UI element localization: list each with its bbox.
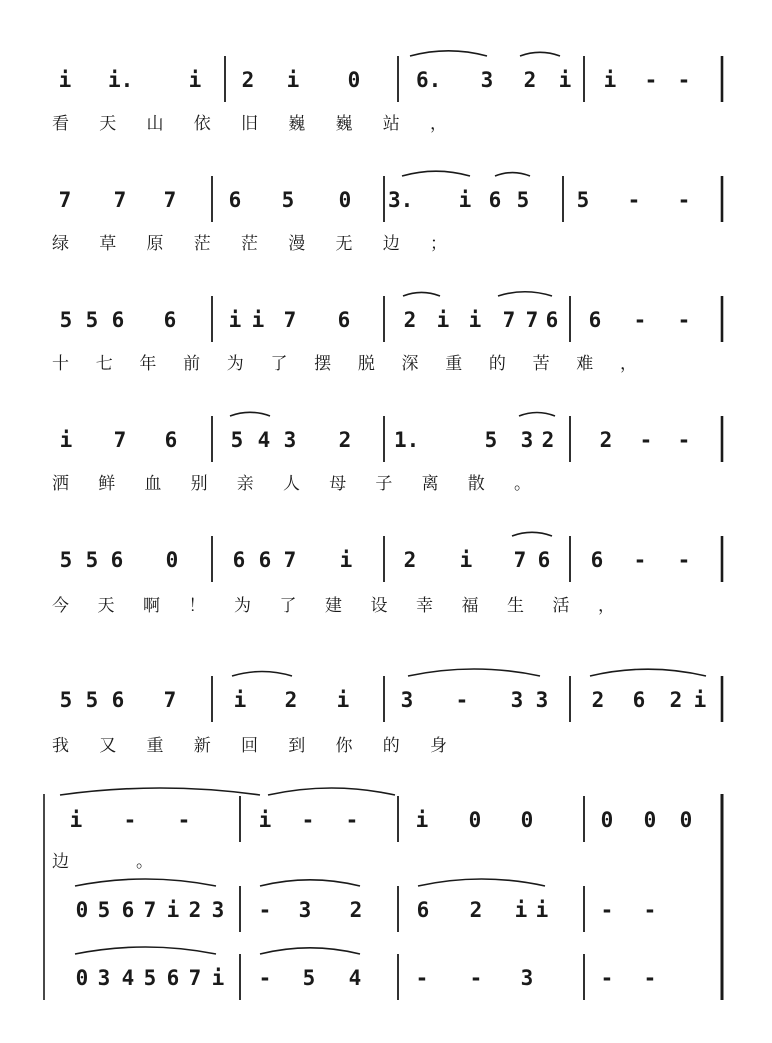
note: - [258, 966, 272, 990]
lyric-char: 的 [382, 736, 400, 756]
lyric-char: 活 [552, 596, 570, 616]
note: i [336, 688, 350, 712]
note: 5 [85, 688, 99, 712]
note: 3 [520, 966, 534, 990]
lyric-char: 洒 [52, 474, 69, 494]
note: - [469, 966, 483, 990]
note: 6 [488, 188, 502, 212]
lyric-char: 血 [144, 474, 162, 494]
note: i [258, 808, 272, 832]
note: 7 [188, 966, 202, 990]
lyric-char: 为 [226, 354, 244, 374]
lyric-char: 母 [329, 474, 347, 494]
note: 5 [85, 308, 99, 332]
note: 6 [232, 548, 246, 572]
note: 2 [241, 68, 255, 92]
note: 6 [166, 966, 180, 990]
note: 6 [588, 308, 602, 332]
lyric-char: 亲 [236, 474, 254, 494]
note: - [415, 966, 429, 990]
note: 2 [599, 428, 613, 452]
note: 6 [164, 428, 178, 452]
lyric-char: ， [430, 114, 447, 134]
lyric-char: 旧 [241, 114, 258, 134]
note: 0 [643, 808, 657, 832]
lyric-char: 。 [514, 474, 531, 494]
note: 5 [484, 428, 498, 452]
lyric-char: ， [598, 596, 615, 616]
note: - [123, 808, 137, 832]
lyric-char: 建 [325, 596, 342, 616]
lyric-char: 无 [335, 234, 353, 254]
note: 2 [284, 688, 298, 712]
note: 6 [111, 308, 125, 332]
note: 7 [163, 688, 177, 712]
lyric-char: 十 [52, 354, 69, 374]
note: 3 [283, 428, 297, 452]
note: 6 [337, 308, 351, 332]
lyric-char: 回 [241, 736, 258, 756]
note: - [600, 898, 614, 922]
note: i [69, 808, 83, 832]
lyric-char: 脱 [357, 354, 375, 374]
note: 3 [480, 68, 494, 92]
note: i [188, 68, 202, 92]
note: 5 [576, 188, 590, 212]
note: 3 [535, 688, 549, 712]
note: 2 [523, 68, 537, 92]
lyric-char: 子 [375, 474, 393, 494]
note: 0 [75, 898, 89, 922]
note: 7 [283, 308, 297, 332]
lyric-char: 散 [467, 474, 485, 494]
note: 3 [510, 688, 524, 712]
lyric-char: 福 [461, 596, 479, 616]
note: 4 [257, 428, 271, 452]
lyric-char: 草 [99, 234, 117, 254]
note: 7 [113, 428, 127, 452]
note: 7 [58, 188, 72, 212]
note: 5 [516, 188, 530, 212]
lyric-char: 看 [52, 114, 69, 134]
lyric-char: 鲜 [98, 474, 116, 494]
note: 0 [468, 808, 482, 832]
lyric-char: 难 [576, 354, 594, 374]
lyric-char: 生 [507, 596, 524, 616]
note: 5 [59, 688, 73, 712]
note: 2 [349, 898, 363, 922]
note: 1. [394, 428, 420, 452]
note: i [468, 308, 482, 332]
note: 0 [600, 808, 614, 832]
lyric-char: 山 [146, 114, 164, 134]
lyric-char: 摆 [314, 354, 332, 374]
note: 2 [591, 688, 605, 712]
note: 0 [165, 548, 179, 572]
note: i [415, 808, 429, 832]
note: 2 [403, 548, 417, 572]
note: 2 [403, 308, 417, 332]
note: 7 [502, 308, 516, 332]
note: 3. [388, 188, 414, 212]
lyric-char: ； [430, 234, 447, 254]
note: - [301, 808, 315, 832]
note: 7 [143, 898, 157, 922]
note: i [339, 548, 353, 572]
note: 6 [590, 548, 604, 572]
note: 3 [211, 898, 225, 922]
note: i [251, 308, 265, 332]
note: 6 [416, 898, 430, 922]
note: 2 [541, 428, 555, 452]
note: i [514, 898, 528, 922]
note: 0 [75, 966, 89, 990]
lyric-char: 站 [382, 114, 400, 134]
note: i [59, 428, 73, 452]
lyric-char: 边 [52, 852, 69, 872]
note: - [677, 308, 691, 332]
note: 3 [298, 898, 312, 922]
note: i [166, 898, 180, 922]
lyric-char: 漫 [288, 234, 306, 254]
lyric-char: 到 [288, 736, 306, 756]
lyric-char: 绿 [52, 234, 69, 254]
note: 0 [520, 808, 534, 832]
note: 6 [163, 308, 177, 332]
lyric-char: 离 [421, 474, 439, 494]
lyric-char: 原 [146, 234, 164, 254]
lyric-char: 重 [146, 736, 164, 756]
lyric-char: 又 [99, 736, 117, 756]
note: 0 [347, 68, 361, 92]
lyric-char: 人 [283, 474, 300, 494]
lyric-char: 为 [234, 596, 251, 616]
note: i [458, 188, 472, 212]
lyric-char: ！ [188, 596, 206, 616]
lyric-char: 前 [183, 354, 201, 374]
note: 2 [188, 898, 202, 922]
note: 5 [59, 308, 73, 332]
note: - [639, 428, 653, 452]
lyric-char: 今 [52, 596, 69, 616]
note: 6 [632, 688, 646, 712]
note: 2 [469, 898, 483, 922]
note: - [677, 548, 691, 572]
note: 6 [111, 688, 125, 712]
note: - [600, 966, 614, 990]
note: i [459, 548, 473, 572]
lyric-char: 身 [430, 736, 447, 756]
lyric-char: 七 [95, 354, 113, 374]
note: 7 [513, 548, 527, 572]
note: - [177, 808, 191, 832]
lyric-char: 新 [193, 736, 211, 756]
lyric-char: 幸 [416, 596, 433, 616]
lyric-char: 的 [488, 354, 506, 374]
lyric-char: 重 [445, 354, 463, 374]
note: 3 [520, 428, 534, 452]
note: i. [108, 68, 134, 92]
note: - [677, 68, 691, 92]
note: 5 [85, 548, 99, 572]
lyric-char: 了 [279, 596, 297, 616]
lyric-char: 深 [401, 354, 419, 374]
note: i [436, 308, 450, 332]
note: i [603, 68, 617, 92]
note: 3 [97, 966, 111, 990]
lyric-char: 边 [382, 234, 400, 254]
lyric-char: 苦 [532, 354, 550, 374]
note: 7 [525, 308, 539, 332]
note: - [643, 966, 657, 990]
note: 2 [338, 428, 352, 452]
note: i [558, 68, 572, 92]
note: 2 [669, 688, 683, 712]
note: - [627, 188, 641, 212]
note: 6 [121, 898, 135, 922]
lyric-char: 我 [52, 736, 69, 756]
note: - [455, 688, 469, 712]
note: 7 [283, 548, 297, 572]
note: i [286, 68, 300, 92]
note: 5 [230, 428, 244, 452]
note: - [644, 68, 658, 92]
note: - [258, 898, 272, 922]
note: - [677, 188, 691, 212]
note: 4 [348, 966, 362, 990]
note: i [693, 688, 707, 712]
note: i [58, 68, 72, 92]
note: - [643, 898, 657, 922]
note: 3 [400, 688, 414, 712]
note: i [535, 898, 549, 922]
note: 0 [338, 188, 352, 212]
note: 7 [163, 188, 177, 212]
lyric-char: ， [620, 354, 637, 374]
lyric-char: 天 [97, 596, 115, 616]
note: - [345, 808, 359, 832]
lyric-char: 了 [270, 354, 288, 374]
note: 5 [97, 898, 111, 922]
lyric-char: 巍 [288, 114, 306, 134]
lyric-char: 天 [99, 114, 117, 134]
lyric-char: 你 [335, 736, 353, 756]
note: - [677, 428, 691, 452]
note: 4 [121, 966, 135, 990]
lyric-char: 巍 [335, 114, 353, 134]
note: 6 [545, 308, 559, 332]
note: 6 [110, 548, 124, 572]
note: 0 [679, 808, 693, 832]
lyric-char: 啊 [143, 596, 160, 616]
note: - [633, 308, 647, 332]
lyric-char: 别 [190, 474, 208, 494]
lyric-char: 茫 [193, 234, 211, 254]
note: - [633, 548, 647, 572]
lyric-char: 茫 [241, 234, 258, 254]
note: 5 [59, 548, 73, 572]
lyric-char: 依 [193, 114, 211, 134]
note: 5 [143, 966, 157, 990]
lyric-char: 设 [370, 596, 388, 616]
note: 5 [302, 966, 316, 990]
note: i [211, 966, 225, 990]
note: i [228, 308, 242, 332]
note: 6 [228, 188, 242, 212]
note: 6. [416, 68, 442, 92]
note: i [233, 688, 247, 712]
note: 6 [537, 548, 551, 572]
note: 7 [113, 188, 127, 212]
lyric-char: 。 [136, 852, 153, 872]
note: 6 [258, 548, 272, 572]
note: 5 [281, 188, 295, 212]
lyric-char: 年 [139, 354, 157, 374]
